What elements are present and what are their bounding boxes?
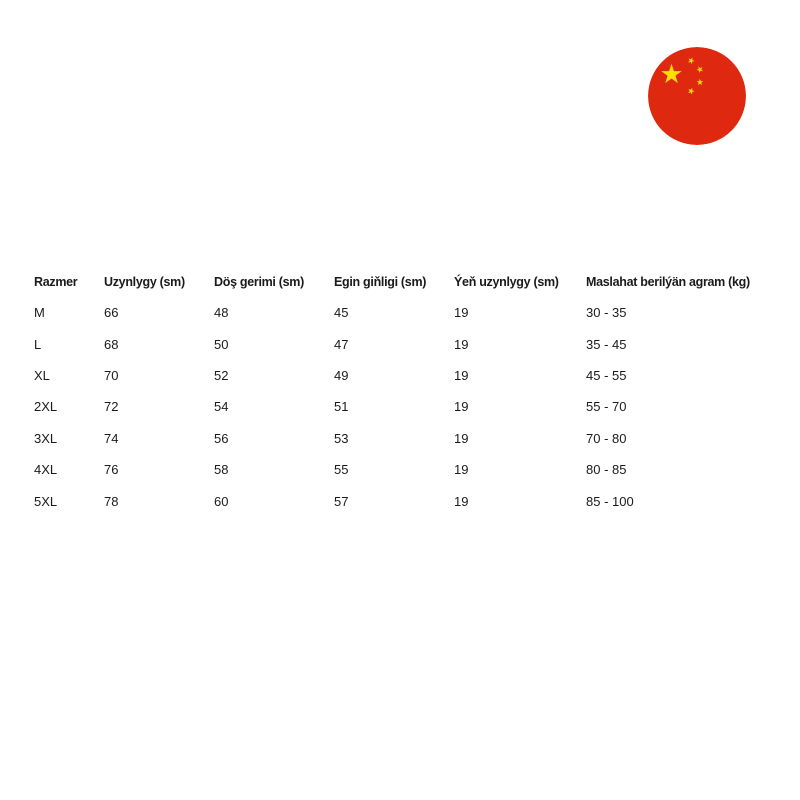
cell-size: 5XL [34, 493, 58, 509]
cell-shoulder-width: 55 [334, 462, 349, 478]
cell-sleeve-length: 19 [454, 462, 469, 478]
cell-length: 70 [104, 367, 119, 383]
cell-chest: 60 [214, 493, 229, 509]
cell-sleeve-length: 19 [454, 399, 469, 415]
cell-length: 74 [104, 430, 119, 446]
cell-chest: 54 [214, 399, 229, 415]
cell-length: 72 [104, 399, 119, 415]
china-flag-icon [648, 47, 746, 145]
cell-size: M [34, 305, 45, 321]
cell-chest: 52 [214, 367, 229, 383]
header-recommended-weight: Maslahat berilýän agram (kg) [586, 274, 750, 289]
table-row [34, 391, 776, 422]
cell-size: L [34, 336, 42, 352]
cell-shoulder-width: 49 [334, 367, 349, 383]
cell-size: 4XL [34, 462, 58, 478]
cell-sleeve-length: 19 [454, 305, 469, 321]
header-chest: Döş gerimi (sm) [214, 274, 304, 289]
cell-recommended-weight: 35 - 45 [586, 336, 627, 352]
table-row [34, 454, 776, 485]
cell-shoulder-width: 53 [334, 430, 349, 446]
cell-shoulder-width: 47 [334, 336, 349, 352]
size-chart-table [34, 266, 776, 517]
header-shoulder-width: Egin giňligi (sm) [334, 274, 427, 289]
cell-recommended-weight: 70 - 80 [586, 430, 627, 446]
table-row [34, 297, 776, 328]
cell-sleeve-length: 19 [454, 367, 469, 383]
cell-recommended-weight: 85 - 100 [586, 493, 634, 509]
cell-chest: 56 [214, 430, 229, 446]
cell-shoulder-width: 45 [334, 305, 349, 321]
table-row [34, 360, 776, 391]
header-length: Uzynlygy (sm) [104, 274, 185, 289]
cell-size: XL [34, 367, 50, 383]
header-sleeve-length: Ýeň uzynlygy (sm) [454, 274, 559, 289]
table-row [34, 328, 776, 359]
cell-recommended-weight: 30 - 35 [586, 305, 627, 321]
cell-chest: 48 [214, 305, 229, 321]
header-size: Razmer [34, 274, 78, 289]
cell-sleeve-length: 19 [454, 336, 469, 352]
cell-sleeve-length: 19 [454, 430, 469, 446]
cell-shoulder-width: 57 [334, 493, 349, 509]
table-row [34, 423, 776, 454]
cell-length: 66 [104, 305, 119, 321]
cell-recommended-weight: 45 - 55 [586, 367, 627, 383]
cell-shoulder-width: 51 [334, 399, 349, 415]
cell-recommended-weight: 80 - 85 [586, 462, 627, 478]
cell-sleeve-length: 19 [454, 493, 469, 509]
cell-size: 2XL [34, 399, 58, 415]
cell-recommended-weight: 55 - 70 [586, 399, 627, 415]
cell-size: 3XL [34, 430, 58, 446]
table-row [34, 485, 776, 516]
cell-length: 76 [104, 462, 119, 478]
cell-length: 78 [104, 493, 119, 509]
cell-chest: 50 [214, 336, 229, 352]
table-header-row [34, 266, 776, 297]
cell-length: 68 [104, 336, 119, 352]
cell-chest: 58 [214, 462, 229, 478]
